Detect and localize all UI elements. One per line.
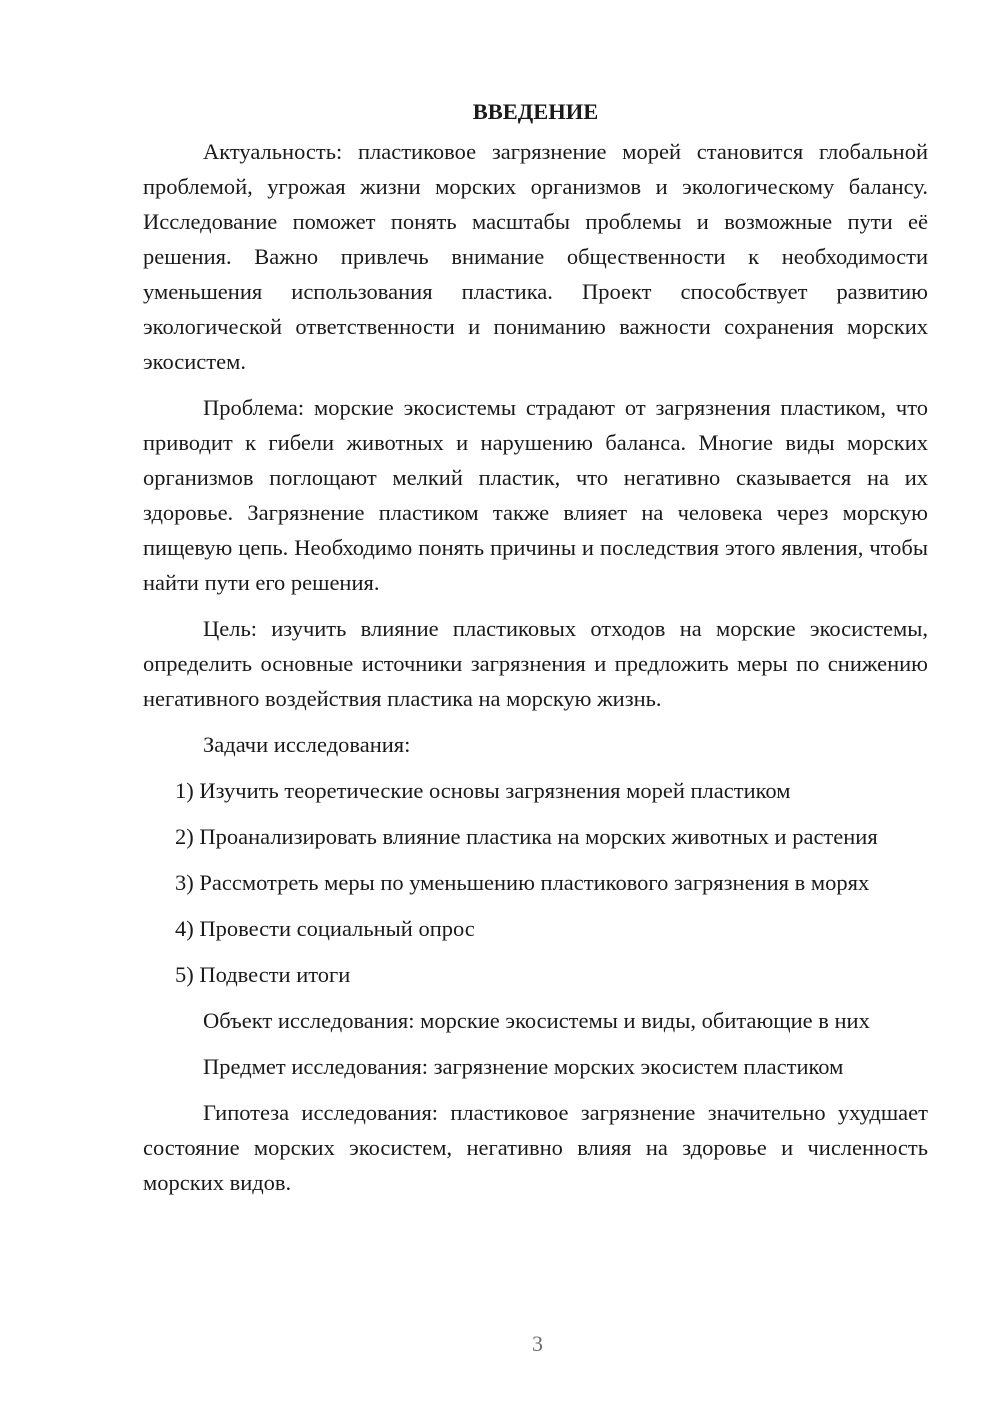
problem-paragraph: Проблема: морские экосистемы страдают от загрязнения пластиком, что приводит к гибели животных и нарушению баланса. Многие виды морских организмов поглощают мелкий пластик, что негативно сказывается на их здоровье. Загрязнение пластиком также влияет на человека через морскую пищевую цепь. Необходимо понять причины и последствия этого явления, чтобы найти пути его решения. [143,395,928,595]
page-title: ВВЕДЕНИЕ [472,99,599,124]
hypothesis-paragraph: Гипотеза исследования: пластиковое загрязнение значительно ухудшает состояние морских экосистем, негативно влияя на здоровье и численность морских видов. [143,1100,928,1195]
task-item-2: 2) Проанализировать влияние пластика на морских животных и растения [175,824,878,849]
task-item-3: 3) Рассмотреть меры по уменьшению пластикового загрязнения в морях [175,870,870,895]
relevance-paragraph: Актуальность: пластиковое загрязнение морей становится глобальной проблемой, угрожая жизни морских организмов и экологическому балансу. Исследование поможет понять масштабы проблемы и возможные пути её решения. Важно привлечь внимание общественности к необходимости уменьшения использования пластика. Проект способствует развитию экологической ответственности и пониманию важности сохранения морских экосистем. [143,139,928,374]
tasks-heading: Задачи исследования: [203,732,411,757]
object-paragraph: Объект исследования: морские экосистемы и виды, обитающие в них [203,1008,870,1033]
task-item-1: 1) Изучить теоретические основы загрязнения морей пластиком [175,778,791,803]
task-item-4: 4) Провести социальный опрос [175,916,475,941]
goal-paragraph: Цель: изучить влияние пластиковых отходов на морские экосистемы, определить основные источники загрязнения и предложить меры по снижению негативного воздействия пластика на морскую жизнь. [143,616,928,711]
page-content [143,94,928,1211]
page-number: 3 [532,1331,543,1356]
task-item-5: 5) Подвести итоги [175,962,351,987]
subject-paragraph: Предмет исследования: загрязнение морских экосистем пластиком [203,1054,844,1079]
